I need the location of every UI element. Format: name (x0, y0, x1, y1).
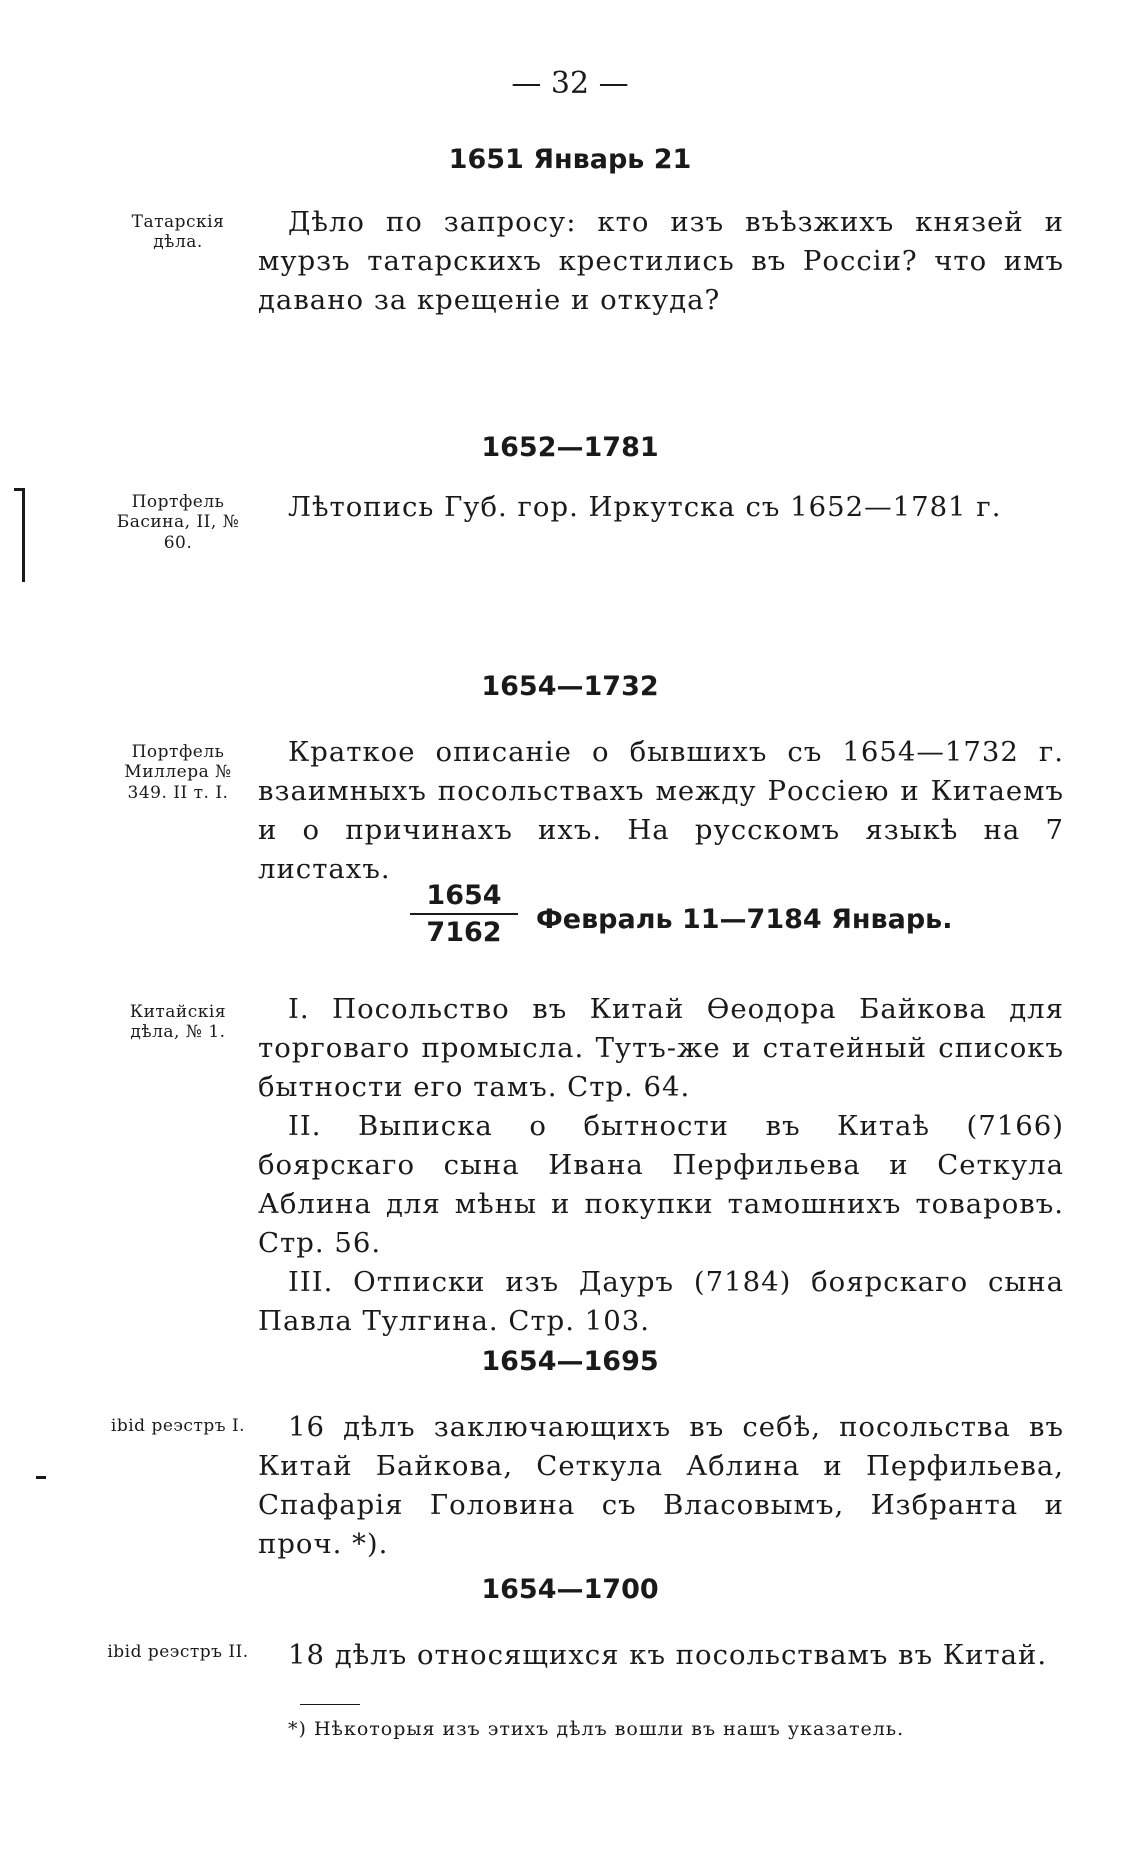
footnote: *) Нѣкоторыя изъ этихъ дѣлъ вошли въ нашъ указатель. (288, 1718, 905, 1740)
margin-tick-mark (14, 488, 24, 491)
entry-heading: 1654—1700 (481, 1574, 659, 1605)
footnote-rule (300, 1704, 360, 1705)
fraction-numerator: 1654 (410, 880, 518, 915)
margin-line-mark (22, 488, 25, 582)
entry-paragraph: III. Отписки изъ Дауръ (7184) боярскаго сына Павла Тулгина. Стр. 103. (258, 1266, 1064, 1337)
entry-heading: 1654—1732 (481, 671, 659, 702)
entry-paragraph: I. Посольство въ Китай Ѳеодора Байкова для торговаго промысла. Тутъ-же и статейный списокъ бытности его тамъ. Стр. 64. (258, 993, 1064, 1103)
entry-body (258, 1636, 1064, 1675)
margin-note: Татарскія дѣла. (131, 212, 225, 253)
margin-note: Китайскія дѣла, № 1. (129, 1002, 227, 1043)
entry-paragraph: 18 дѣлъ относящихся къ посольствамъ въ Китай. (288, 1639, 1048, 1671)
entry-paragraph: Лѣтопись Губ. гор. Иркутска съ 1652—1781 г. (288, 491, 1002, 523)
entry-body (258, 488, 1064, 527)
entry-paragraph: 16 дѣлъ заключающихъ въ себѣ, посольства въ Китай Байкова, Сеткула Аблина и Перфильева, Спафарія Головина съ Власовымъ, Избранта и проч. *). (258, 1411, 1064, 1560)
margin-note: Портфель Миллера № 349. II т. I. (124, 742, 232, 803)
margin-note: Портфель Басина, II, № 60. (116, 492, 240, 553)
margin-note: ibid реэстръ II. (107, 1642, 249, 1662)
year-fraction (410, 880, 518, 948)
margin-note: ibid реэстръ I. (110, 1416, 246, 1436)
entry-paragraph: Дѣло по запросу: кто изъ въѣзжихъ князей и мурзъ татарскихъ крестились въ Россіи? что имъ давано за крещеніе и откуда? (258, 206, 1064, 316)
entry-body (258, 1408, 1064, 1564)
entry-body (258, 733, 1064, 889)
margin-dash-mark (36, 1476, 46, 1479)
entry-heading: 1651 Январь 21 (448, 144, 692, 175)
entry-paragraph: II. Выписка о бытности въ Китаѣ (7166) боярскаго сына Ивана Перфильева и Сеткула Аблина для мѣны и покупки тамошнихъ товаровъ. Стр. 56. (258, 1110, 1064, 1259)
fraction-denominator: 7162 (426, 917, 502, 948)
fraction-heading-rest: Февраль 11—7184 Январь. (536, 904, 953, 935)
entry-body (258, 990, 1064, 1341)
page-number: — 32 — (511, 66, 629, 101)
entry-heading: 1652—1781 (481, 432, 659, 463)
entry-heading: 1654—1695 (481, 1346, 659, 1377)
entry-body (258, 203, 1064, 320)
entry-paragraph: Краткое описаніе о бывшихъ съ 1654—1732 г. взаимныхъ посольствахъ между Россіею и Китаемъ и о причинахъ ихъ. На русскомъ языкѣ на 7 листахъ. (258, 736, 1064, 885)
